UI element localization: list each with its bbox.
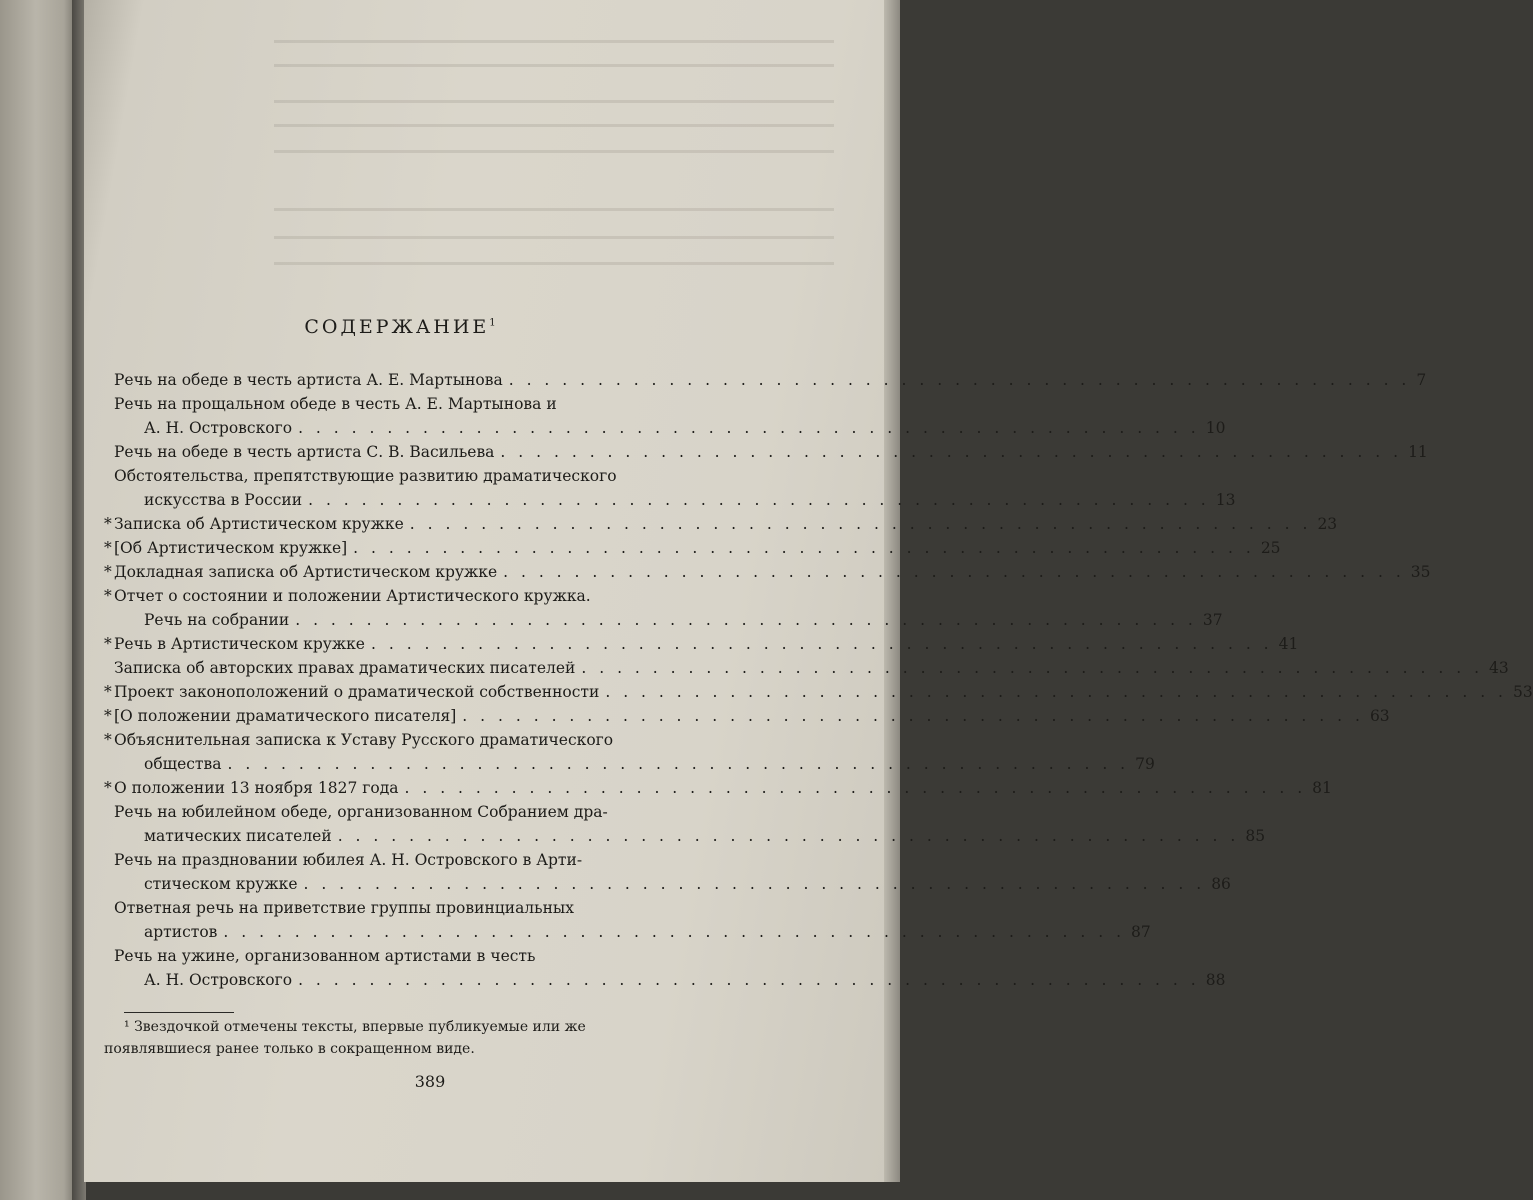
asterisk-mark: * xyxy=(104,515,112,533)
toc-entry-continuation xyxy=(114,872,1205,896)
asterisk-mark: * xyxy=(104,779,112,797)
toc-entry xyxy=(100,776,1332,800)
toc-entry-title-cont: Речь на собрании xyxy=(144,611,290,629)
toc-entry xyxy=(100,440,1428,464)
toc-entry-title: Объяснительная записка к Уставу Русского драматического xyxy=(114,731,614,749)
asterisk-mark: * xyxy=(104,587,112,605)
toc-entry-text xyxy=(100,728,1135,776)
page-number: 389 xyxy=(414,1072,446,1091)
toc-entry-continuation xyxy=(114,968,1200,992)
leader-dots: . . . . . . . . . . . . . . . . . . . . . . . . . . . . . . . . . . . . . . . . . . . . . . . . . . . xyxy=(303,875,1206,893)
bleed-through xyxy=(274,124,834,127)
toc-page-number: 43 xyxy=(1489,659,1509,677)
toc-entry-text xyxy=(100,704,1370,728)
toc-entry xyxy=(100,896,1151,944)
toc-entry-text xyxy=(100,680,1513,704)
asterisk-mark: * xyxy=(104,539,112,557)
leader-dots: . . . . . . . . . . . . . . . . . . . . . . . . . . . . . . . . . . . . . . . . . . . . . . . . . . . xyxy=(605,683,1507,701)
toc-page-number: 35 xyxy=(1410,563,1431,581)
toc-entry xyxy=(100,656,1509,680)
toc-entry-text xyxy=(100,368,1416,392)
leader-dots: . . . . . . . . . . . . . . . . . . . . . . . . . . . . . . . . . . . . . . . . . . . . . . . . . . . xyxy=(337,827,1240,845)
leader-dots: . . . . . . . . . . . . . . . . . . . . . . . . . . . . . . . . . . . . . . . . . . . . . . . . . . . xyxy=(581,659,1484,677)
toc-entry xyxy=(100,944,1226,992)
toc-page-number: 25 xyxy=(1260,539,1281,557)
toc-entry xyxy=(100,680,1533,704)
toc-entry xyxy=(100,392,1226,440)
page-title xyxy=(110,316,690,338)
toc-entry-title-cont: искусства в России xyxy=(144,491,303,509)
bleed-through xyxy=(274,64,834,67)
toc-entry-continuation xyxy=(114,752,1129,776)
toc-entry-title-cont: матических писателей xyxy=(144,827,332,845)
toc-entry-title: Речь на юбилейном обеде, организованном Собранием дра- xyxy=(114,803,608,821)
toc-entry-continuation xyxy=(114,920,1125,944)
toc-page-number: 13 xyxy=(1215,491,1236,509)
toc-entry-title: Речь на обеде в честь артиста С. В. Васильева xyxy=(114,443,495,461)
bleed-through xyxy=(274,236,834,239)
toc-entry-title: Ответная речь на приветствие группы провинциальных xyxy=(114,899,575,917)
toc-entry xyxy=(100,464,1236,512)
toc-page-number: 79 xyxy=(1135,755,1155,773)
toc-entry-continuation xyxy=(114,416,1200,440)
toc-entry-title: Речь на ужине, организованном артистами в честь xyxy=(114,947,536,965)
toc-page-number: 85 xyxy=(1245,827,1266,845)
footnote-rule xyxy=(124,1012,234,1013)
toc-entry-text xyxy=(100,776,1312,800)
toc-entry-title-cont: А. Н. Островского xyxy=(144,971,293,989)
toc-entry xyxy=(100,560,1431,584)
toc-entry-text xyxy=(100,800,1245,848)
toc-page-number: 86 xyxy=(1211,875,1231,893)
toc-entry xyxy=(100,632,1299,656)
toc-page-number: 7 xyxy=(1416,371,1427,389)
asterisk-mark: * xyxy=(104,635,112,653)
toc-entry-title: Речь на праздновании юбилея А. Н. Островского в Арти- xyxy=(114,851,583,869)
toc-entry xyxy=(100,536,1281,560)
leader-dots: . . . . . . . . . . . . . . . . . . . . . . . . . . . . . . . . . . . . . . . . . . . . . . . . . . . xyxy=(370,635,1273,653)
toc-page-number: 88 xyxy=(1205,971,1226,989)
bleed-through xyxy=(274,262,834,265)
toc-page-number: 41 xyxy=(1278,635,1299,653)
leader-dots: . . . . . . . . . . . . . . . . . . . . . . . . . . . . . . . . . . . . . . . . . . . . . . . . . . . xyxy=(308,491,1210,509)
leader-dots: . . . . . . . . . . . . . . . . . . . . . . . . . . . . . . . . . . . . . . . . . . . . . . . . . . . xyxy=(227,755,1130,773)
toc-entry xyxy=(100,704,1390,728)
toc-entry xyxy=(100,800,1266,848)
toc-page-number: 11 xyxy=(1408,443,1428,461)
toc-page-number: 81 xyxy=(1312,779,1332,797)
leader-dots: . . . . . . . . . . . . . . . . . . . . . . . . . . . . . . . . . . . . . . . . . . . . . . . . . . . xyxy=(295,611,1197,629)
toc-entry-text xyxy=(100,632,1279,656)
toc-entry-text xyxy=(100,464,1216,512)
toc-entry-title: Речь в Артистическом кружке xyxy=(114,635,365,653)
toc-entry-text xyxy=(100,392,1206,440)
leader-dots: . . . . . . . . . . . . . . . . . . . . . . . . . . . . . . . . . . . . . . . . . . . . . . . . . . . xyxy=(298,971,1200,989)
toc-entry-continuation xyxy=(114,488,1210,512)
toc-entry-title-cont: стическом кружке xyxy=(144,875,298,893)
toc-entry xyxy=(100,512,1338,536)
toc-entry-title: [О положении драматического писателя] xyxy=(114,707,457,725)
toc-entry-text xyxy=(100,656,1489,680)
asterisk-mark: * xyxy=(104,563,112,581)
toc-entry-text xyxy=(100,584,1203,632)
toc-entry-title: Записка об авторских правах драматических писателей xyxy=(114,659,576,677)
toc-entry-text xyxy=(100,848,1211,896)
toc-page-number: 10 xyxy=(1205,419,1226,437)
leader-dots: . . . . . . . . . . . . . . . . . . . . . . . . . . . . . . . . . . . . . . . . . . . . . . . . . . . xyxy=(353,539,1255,557)
leader-dots: . . . . . . . . . . . . . . . . . . . . . . . . . . . . . . . . . . . . . . . . . . . . . . . . . . . xyxy=(298,419,1200,437)
toc-entry-title: Докладная записка об Артистическом кружке xyxy=(114,563,498,581)
toc-entry-title: Обстоятельства, препятствующие развитию драматического xyxy=(114,467,617,485)
leader-dots: . . . . . . . . . . . . . . . . . . . . . . . . . . . . . . . . . . . . . . . . . . . . . . . . . . . xyxy=(503,563,1405,581)
toc-entry-title: Речь на обеде в честь артиста А. Е. Мартынова xyxy=(114,371,503,389)
bleed-through xyxy=(274,40,834,43)
toc-entry-text xyxy=(100,896,1131,944)
leader-dots: . . . . . . . . . . . . . . . . . . . . . . . . . . . . . . . . . . . . . . . . . . . . . . . . . . . xyxy=(508,371,1411,389)
toc-entry-text xyxy=(100,512,1317,536)
toc-entry xyxy=(100,368,1427,392)
toc-entry-title: Проект законоположений о драматической собственности xyxy=(114,683,600,701)
toc-page-number: 63 xyxy=(1369,707,1390,725)
toc-entry-text xyxy=(100,560,1411,584)
leader-dots: . . . . . . . . . . . . . . . . . . . . . . . . . . . . . . . . . . . . . . . . . . . . . . . . . . . xyxy=(500,443,1403,461)
left-page xyxy=(0,0,80,1200)
toc-page-number: 37 xyxy=(1202,611,1223,629)
leader-dots: . . . . . . . . . . . . . . . . . . . . . . . . . . . . . . . . . . . . . . . . . . . . . . . . . . . xyxy=(462,707,1364,725)
leader-dots: . . . . . . . . . . . . . . . . . . . . . . . . . . . . . . . . . . . . . . . . . . . . . . . . . . . xyxy=(223,923,1126,941)
toc-entry-title-cont: артистов xyxy=(144,923,218,941)
bleed-through xyxy=(274,208,834,211)
toc-entry-text xyxy=(100,440,1408,464)
toc-entry xyxy=(100,584,1223,632)
toc-page-number: 23 xyxy=(1317,515,1338,533)
toc-entry-title: Отчет о состоянии и положении Артистического кружка. xyxy=(114,587,591,605)
toc-entry xyxy=(100,728,1155,776)
toc-entry-title: Записка об Артистическом кружке xyxy=(114,515,404,533)
toc-page-number: 53 xyxy=(1512,683,1533,701)
toc-page-number: 87 xyxy=(1131,923,1151,941)
toc-entry-title: [Об Артистическом кружке] xyxy=(114,539,348,557)
toc-entry-text xyxy=(100,536,1261,560)
table-of-contents xyxy=(100,368,1533,992)
toc-entry-title: О положении 13 ноября 1827 года xyxy=(114,779,399,797)
asterisk-mark: * xyxy=(104,683,112,701)
toc-entry-continuation xyxy=(114,824,1239,848)
toc-entry xyxy=(100,848,1231,896)
leader-dots: . . . . . . . . . . . . . . . . . . . . . . . . . . . . . . . . . . . . . . . . . . . . . . . . . . . xyxy=(404,779,1307,797)
toc-entry-continuation xyxy=(114,608,1197,632)
toc-entry-text xyxy=(100,944,1206,992)
asterisk-mark: * xyxy=(104,707,112,725)
asterisk-mark: * xyxy=(104,731,112,749)
toc-entry-title: Речь на прощальном обеде в честь А. Е. Мартынова и xyxy=(114,395,557,413)
bleed-through xyxy=(274,100,834,103)
toc-entry-title-cont: А. Н. Островского xyxy=(144,419,293,437)
footnote: ¹ Звездочкой отмечены тексты, впервые публикуемые или же появлявшиеся ранее только в сокращенном виде. xyxy=(104,1019,586,1057)
title-footnote-mark: 1 xyxy=(489,317,496,329)
leader-dots: . . . . . . . . . . . . . . . . . . . . . . . . . . . . . . . . . . . . . . . . . . . . . . . . . . . xyxy=(409,515,1312,533)
bleed-through xyxy=(274,150,834,153)
toc-entry-title-cont: общества xyxy=(144,755,222,773)
title-text: СОДЕРЖАНИЕ xyxy=(304,316,490,338)
